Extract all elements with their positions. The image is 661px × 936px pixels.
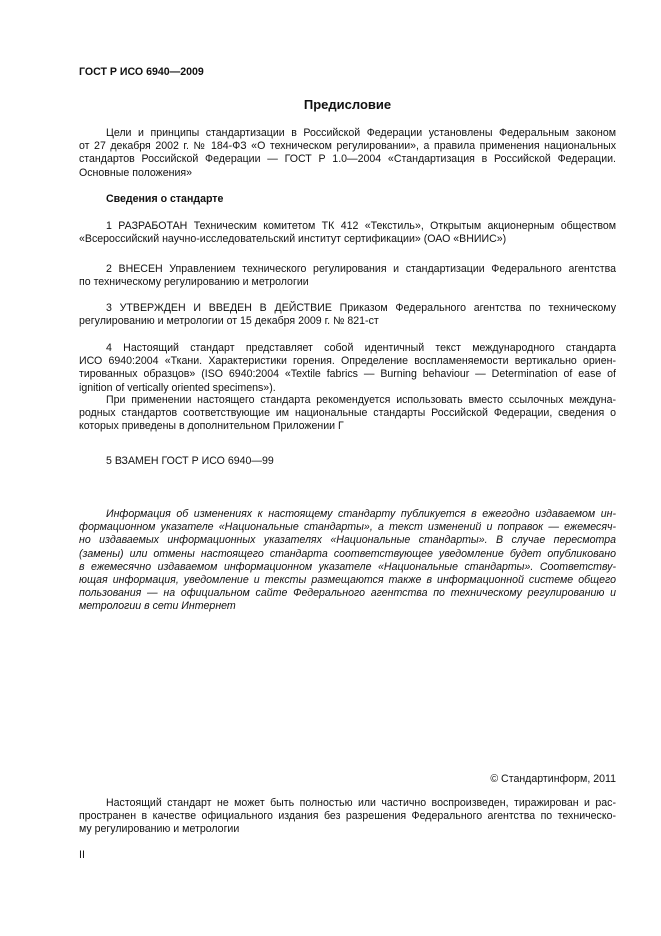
text-line: в ежемесячно издаваемом информационном указателе «Национальные стандарты». Соответству- [79,560,616,573]
intro-paragraph [79,127,616,180]
item-2 [79,263,616,289]
text-line: пользования — на официальном сайте Федерального агентства по техническому регулированию и [79,587,616,600]
text-line: му регулированию и метрологии [79,823,240,836]
text-line: «Всероссийский научно-исследовательский институт сертификации» (ОАО «ВНИИС») [79,233,507,246]
text-line: Информация об изменениях к настоящему стандарту публикуется в ежегодно издаваемом ин- [106,508,616,520]
text-line: 1 РАЗРАБОТАН Техническим комитетом ТК 412 «Текстиль», Открытым акционерным обществом [106,220,616,232]
text-line: Основные положения» [79,166,193,179]
text-line: но издаваемых информационных указателях «Национальные стандарты». В случае пересмотра [79,534,616,547]
changes-info [79,508,616,614]
text-line: 5 ВЗАМЕН ГОСТ Р ИСО 6940—99 [106,455,274,467]
text-line: ignition of vertically oriented specimens»). [79,381,276,394]
text-line: При применении настоящего стандарта рекомендуется использовать вместо ссылочных междуна- [106,394,616,406]
text-line: пространен в качестве официального издания без разрешения Федерального агентства по техническо- [79,810,616,823]
item-4 [79,342,616,395]
text-line: ИСО 6940:2004 «Ткани. Характеристики горения. Определение воспламеняемости вертикально ориен- [79,355,616,368]
text-line: регулированию и метрологии от 15 декабря 2009 г. № 821-ст [79,315,379,328]
text-line: (замены) или отмены настоящего стандарта соответствующее уведомление будет опубликовано [79,547,616,560]
text-line: от 27 декабря 2002 г. № 184-ФЗ «О техническом регулировании», а правила применения национальных [79,140,616,153]
document-header: ГОСТ Р ИСО 6940—2009 [79,66,204,78]
item-5 [79,455,616,468]
text-line: формационном указателе «Национальные стандарты», а текст изменений и поправок — ежемесяч- [79,521,616,534]
text-line: по техническому регулированию и метрологии [79,276,309,289]
item-4-note [79,394,616,434]
text-line: которых приведены в дополнительном Приложении Г [79,420,344,433]
item-3 [79,302,616,328]
item-1 [79,220,616,246]
text-line: Настоящий стандарт не может быть полностью или частично воспроизведен, тиражирован и рас- [106,797,616,809]
text-line: тированных образцов» (ISO 6940:2004 «Textile fabrics — Burning behaviour — Determination of ease of [79,368,616,381]
reproduction-notice [79,797,616,837]
text-line: стандартов Российской Федерации — ГОСТ Р 1.0—2004 «Стандартизация в Российской Федерации. [79,153,616,166]
text-line: 4 Настоящий стандарт представляет собой идентичный текст международного стандарта [106,342,616,354]
copyright: © Стандартинформ, 2011 [490,773,616,785]
text-line: метрологии в сети Интернет [79,600,236,613]
text-line: Цели и принципы стандартизации в Российской Федерации установлены Федеральным законом [106,127,616,139]
section-subtitle: Сведения о стандарте [106,193,224,205]
text-line: 3 УТВЕРЖДЕН И ВВЕДЕН В ДЕЙСТВИЕ Приказом Федерального агентства по техническому [106,302,616,314]
page-number: II [79,849,85,861]
text-line: 2 ВНЕСЕН Управлением технического регулирования и стандартизации Федерального агентства [106,263,616,275]
text-line: родных стандартов соответствующие им национальные стандарты Российской Федерации, сведения о [79,407,616,420]
page-title: Предисловие [303,97,392,112]
text-line: ющая информация, уведомление и тексты размещаются также в информационной системе общего [79,573,616,586]
